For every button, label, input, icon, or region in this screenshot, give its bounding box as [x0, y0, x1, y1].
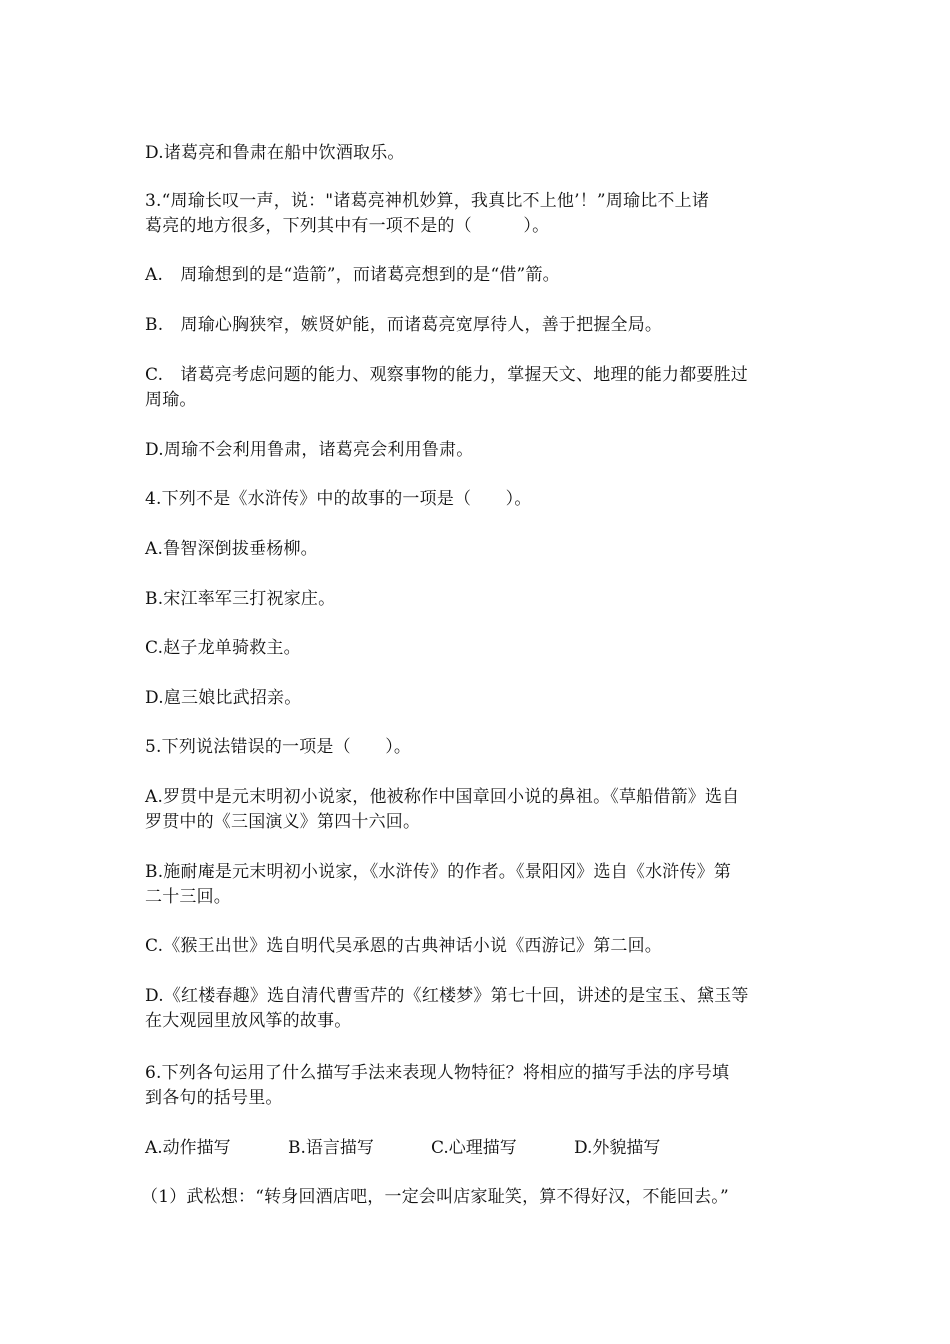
question-6-line-2: 到各句的括号里。	[145, 1088, 283, 1108]
q3-option-c-line-1: C. 诸葛亮考虑问题的能力、观察事物的能力，掌握天文、地理的能力都要胜过	[145, 365, 749, 385]
q5-option-d-line-1: D.《红楼春趣》选自清代曹雪芹的《红楼梦》第七十回，讲述的是宝玉、黛玉等	[145, 986, 749, 1006]
question-4: 4.下列不是《水浒传》中的故事的一项是（ ）。	[145, 489, 532, 509]
q6-option-b: B.语言描写	[288, 1138, 374, 1158]
q6-option-c: C.心理描写	[431, 1138, 517, 1158]
q6-option-a: A.动作描写	[145, 1138, 231, 1158]
question-5: 5.下列说法错误的一项是（ ）。	[145, 737, 412, 757]
q3-option-c-line-2: 周瑜。	[145, 390, 197, 410]
q6-option-d: D.外貌描写	[574, 1138, 661, 1158]
question-3-line-1: 3.“周瑜长叹一声，说："诸葛亮神机妙算，我真比不上他’！”周瑜比不上诸	[145, 191, 710, 211]
q4-option-b: B.宋江率军三打祝家庄。	[145, 589, 336, 609]
q5-option-d-line-2: 在大观园里放风筝的故事。	[145, 1011, 352, 1031]
q4-option-a: A.鲁智深倒拔垂杨柳。	[145, 539, 318, 559]
q5-option-b-line-2: 二十三回。	[145, 887, 231, 907]
q4-option-c: C.赵子龙单骑救主。	[145, 638, 301, 658]
q5-option-c: C.《猴王出世》选自明代吴承恩的古典神话小说《西游记》第二回。	[145, 936, 663, 956]
q6-sentence-1: （1）武松想：“转身回酒店吧，一定会叫店家耻笑，算不得好汉，不能回去。”	[141, 1187, 729, 1207]
q5-option-a-line-2: 罗贯中的《三国演义》第四十六回。	[145, 812, 421, 832]
q4-option-d: D.扈三娘比武招亲。	[145, 688, 302, 708]
q3-option-a: A. 周瑜想到的是“造箭”，而诸葛亮想到的是“借”箭。	[145, 265, 560, 285]
q3-option-b: B. 周瑜心胸狭窄，嫉贤妒能，而诸葛亮宽厚待人，善于把握全局。	[145, 315, 663, 335]
q3-option-d: D.周瑜不会利用鲁肃，诸葛亮会利用鲁肃。	[145, 440, 474, 460]
question-3-line-2: 葛亮的地方很多，下列其中有一项不是的（ ）。	[145, 216, 550, 236]
option-d-line: D.诸葛亮和鲁肃在船中饮酒取乐。	[145, 143, 405, 163]
q5-option-a-line-1: A.罗贯中是元末明初小说家，他被称作中国章回小说的鼻祖。《草船借箭》选自	[145, 787, 740, 807]
q6-options-row	[145, 1136, 810, 1160]
question-6-line-1: 6.下列各句运用了什么描写手法来表现人物特征？将相应的描写手法的序号填	[145, 1063, 730, 1083]
q5-option-b-line-1: B.施耐庵是元末明初小说家，《水浒传》的作者。《景阳冈》选自《水浒传》第	[145, 862, 732, 882]
